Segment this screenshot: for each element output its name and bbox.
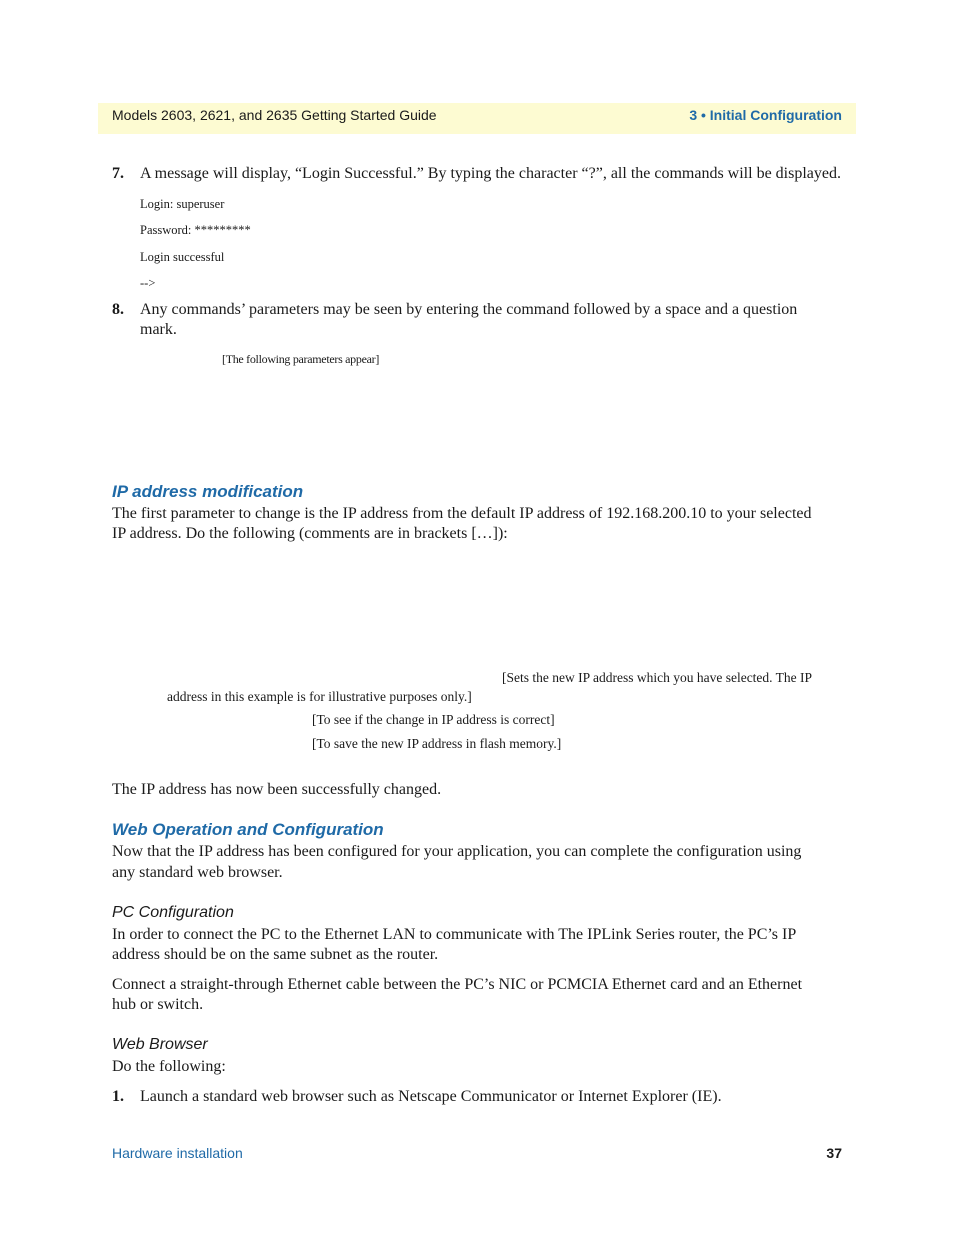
ip-comment-1-line1: [Sets the new IP address which you have selected. The IP (502, 670, 813, 685)
web-section-heading: Web Operation and Configuration (112, 820, 384, 839)
web-section-para-line1: Now that the IP address has been configured for your application, you can complete the configuration using (112, 843, 802, 860)
web-section-para-line2: any standard web browser. (112, 864, 283, 881)
pc-config-heading: PC Configuration (112, 904, 234, 921)
pc-config-para1-line1: In order to connect the PC to the Ethernet LAN to communicate with The IPLink Series router, the PC’s IP (112, 926, 797, 943)
step-7-number: 7. (112, 165, 124, 182)
console-prompt: --> (140, 276, 156, 290)
web-browser-intro: Do the following: (112, 1058, 226, 1075)
ip-section-heading: IP address modification (112, 482, 304, 501)
step-8-line1: Any commands’ parameters may be seen by entering the command followed by a space and a question (140, 301, 798, 318)
chapter-title: 3 • Initial Configuration (689, 107, 842, 123)
step-7-text: A message will display, “Login Successful.” By typing the character “?”, all the commands will be displayed. (140, 165, 841, 182)
ip-comment-1-line2: address in this example is for illustrative purposes only.] (167, 689, 472, 704)
console-login: Login: superuser (140, 197, 225, 211)
guide-title: Models 2603, 2621, and 2635 Getting Started Guide (112, 107, 437, 123)
console-password: Password: ********* (140, 223, 251, 237)
ip-result: The IP address has now been successfully changed. (112, 781, 442, 798)
ip-section-para-line1: The first parameter to change is the IP address from the default IP address of 192.168.200.10 to your selected (112, 505, 812, 522)
web-browser-step-1-number: 1. (112, 1088, 124, 1105)
running-header (98, 103, 856, 134)
console-result: Login successful (140, 250, 225, 264)
pc-config-para2-line1: Connect a straight-through Ethernet cable between the PC’s NIC or PCMCIA Ethernet card and an Ethernet (112, 976, 803, 993)
ip-comment-3: [To save the new IP address in flash memory.] (312, 736, 562, 751)
web-browser-step-1: Launch a standard web browser such as Netscape Communicator or Internet Explorer (IE). (140, 1088, 722, 1105)
page-number: 37 (826, 1145, 842, 1161)
pc-config-para2-line2: hub or switch. (112, 996, 204, 1013)
step-8-number: 8. (112, 301, 124, 318)
step-8-comment: [The following parameters appear] (222, 352, 380, 366)
ip-comment-2: [To see if the change in IP address is correct] (312, 712, 555, 727)
web-browser-heading: Web Browser (112, 1036, 208, 1053)
step-8-line2: mark. (140, 321, 177, 338)
footer-section: Hardware installation (112, 1145, 243, 1161)
ip-section-para-line2: IP address. Do the following (comments are in brackets […]): (112, 525, 508, 542)
pc-config-para1-line2: address should be on the same subnet as the router. (112, 946, 439, 963)
